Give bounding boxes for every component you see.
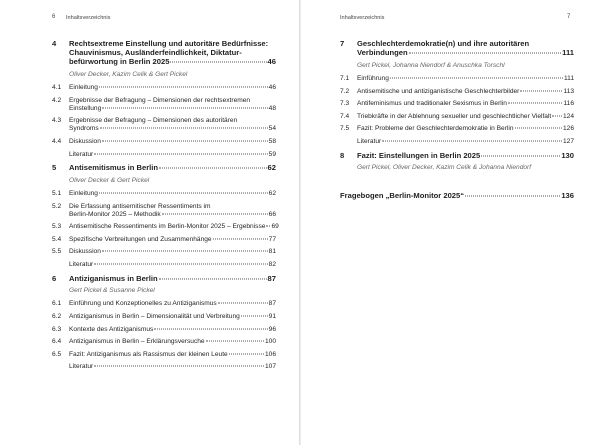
toc-section-entry bbox=[340, 138, 574, 146]
toc-spacer bbox=[340, 177, 574, 189]
toc-title-text: Kontexte des Antiziganismus bbox=[69, 325, 154, 333]
toc-entry-title bbox=[69, 163, 276, 172]
toc-page-number: 100 bbox=[264, 338, 276, 346]
toc-entry-title bbox=[357, 39, 574, 57]
toc-title-line bbox=[340, 191, 574, 200]
toc-entry-number: 8 bbox=[340, 150, 345, 160]
toc-entry-title bbox=[69, 223, 279, 231]
toc-page-number: 136 bbox=[561, 191, 574, 201]
toc-title-line bbox=[69, 138, 276, 146]
toc-title-text: Fazit: Antiziganismus als Rassismus der kleinen Leute bbox=[69, 350, 228, 358]
toc-title-line bbox=[357, 100, 574, 108]
toc-section-entry bbox=[52, 363, 276, 371]
toc-entry-title bbox=[357, 125, 574, 133]
toc-title-text: Fazit: Einstellungen in Berlin 2025 bbox=[357, 150, 481, 160]
toc-authors: Oliver Decker, Kazim Celik & Gert Pickel bbox=[69, 71, 188, 79]
toc-dot-leader bbox=[520, 90, 562, 91]
toc-entry-title bbox=[69, 39, 276, 67]
toc-title-line bbox=[69, 261, 276, 269]
toc-authors: Gert Pickel, Johanna Niendorf & Anuschka Torschl bbox=[357, 62, 505, 69]
toc-section-entry bbox=[52, 223, 279, 231]
toc-entry-title bbox=[357, 75, 574, 83]
toc-section-entry bbox=[52, 203, 276, 219]
toc-title-line: Ergebnisse der Befragung – Dimensionen des autoritären bbox=[69, 117, 238, 125]
toc-dot-leader bbox=[206, 341, 264, 342]
toc-entry-title bbox=[69, 203, 276, 219]
toc-page-number: 111 bbox=[563, 75, 574, 82]
toc-title-line bbox=[357, 75, 574, 83]
toc-dot-leader bbox=[94, 366, 264, 367]
toc-section-entry bbox=[340, 100, 574, 108]
toc-dot-leader bbox=[552, 115, 562, 116]
toc-title-text: Diskussion bbox=[69, 137, 101, 145]
toc-page-number: 87 bbox=[268, 300, 276, 308]
toc-dot-leader bbox=[409, 53, 562, 54]
toc-page-number: 91 bbox=[268, 312, 276, 320]
toc-section-entry bbox=[52, 190, 276, 198]
toc-chapter-entry bbox=[52, 163, 276, 172]
toc-page-number: 62 bbox=[267, 163, 276, 173]
toc-title-line bbox=[69, 363, 276, 371]
toc-page-number: 62 bbox=[268, 189, 276, 197]
toc-title-line bbox=[69, 351, 276, 359]
toc-entry-title bbox=[69, 151, 276, 159]
toc-entry-title bbox=[69, 363, 276, 371]
toc-dot-leader bbox=[154, 328, 267, 329]
toc-title-line bbox=[69, 163, 276, 172]
toc-authors: Oliver Decker & Gert Pickel bbox=[69, 176, 150, 184]
toc-list bbox=[52, 37, 279, 376]
toc-title-text: Antisemitismus in Berlin bbox=[69, 163, 159, 173]
toc-entry-title bbox=[357, 151, 574, 160]
toc-section-entry bbox=[52, 338, 276, 346]
toc-entry-number: 5.1 bbox=[52, 189, 62, 197]
toc-dot-leader bbox=[266, 226, 270, 227]
page-number: 6 bbox=[52, 14, 56, 20]
toc-section-entry bbox=[52, 138, 276, 146]
toc-page-number: 59 bbox=[268, 150, 276, 158]
toc-authors: Gert Pickel, Oliver Decker, Kazim Celik & Johanna Niendorf bbox=[357, 164, 532, 172]
toc-dot-leader bbox=[102, 107, 267, 108]
toc-title-line bbox=[69, 313, 276, 321]
toc-dot-leader bbox=[162, 213, 268, 214]
toc-page-number: 127 bbox=[562, 137, 574, 145]
toc-title-line bbox=[69, 190, 276, 198]
toc-chapter-entry bbox=[52, 274, 276, 283]
left-page bbox=[0, 0, 299, 445]
toc-dot-leader bbox=[100, 128, 268, 129]
toc-title-text: Spezifische Verbreitungen und Zusammenhänge bbox=[69, 235, 212, 243]
toc-dot-leader bbox=[159, 168, 267, 169]
toc-section-entry bbox=[52, 313, 276, 321]
toc-entry-title bbox=[357, 138, 574, 146]
toc-list bbox=[340, 37, 574, 205]
toc-page-number: 48 bbox=[268, 104, 276, 112]
toc-entry-number: 4 bbox=[52, 39, 57, 48]
toc-entry-number: 5 bbox=[52, 163, 57, 173]
toc-title-text: Einleitung bbox=[69, 189, 98, 197]
toc-section-entry bbox=[52, 117, 276, 133]
toc-title-line bbox=[69, 236, 276, 244]
toc-entry-title bbox=[69, 261, 276, 269]
toc-dot-leader bbox=[481, 155, 560, 156]
toc-title-line bbox=[69, 105, 276, 113]
toc-page-number: 81 bbox=[268, 248, 276, 256]
toc-entry-title bbox=[69, 326, 276, 334]
toc-entry-title bbox=[357, 88, 574, 96]
toc-page-number: 116 bbox=[563, 100, 574, 108]
toc-entry-number: 6.2 bbox=[52, 312, 62, 320]
toc-section-entry bbox=[52, 84, 276, 92]
toc-entry-title bbox=[69, 97, 276, 113]
toc-entry-title bbox=[69, 236, 276, 244]
toc-dot-leader bbox=[99, 192, 268, 193]
toc-page-number: 69 bbox=[271, 223, 279, 231]
toc-chapter-entry bbox=[340, 39, 574, 57]
toc-title-text: Literatur bbox=[69, 150, 94, 158]
toc-section-entry bbox=[340, 113, 574, 121]
toc-title-text: Antifeminismus und traditionaler Sexismus in Berlin bbox=[357, 100, 507, 108]
toc-authors: Gert Pickel & Susanne Pickel bbox=[69, 287, 155, 295]
toc-chapter-entry bbox=[52, 39, 276, 67]
toc-section-entry bbox=[52, 300, 276, 308]
toc-title-line bbox=[69, 326, 276, 334]
toc-entry-title bbox=[69, 313, 276, 321]
toc-dot-leader bbox=[508, 103, 563, 104]
toc-entry-title bbox=[357, 113, 574, 121]
toc-dot-leader bbox=[218, 303, 268, 304]
toc-title-text: Literatur bbox=[69, 363, 94, 371]
toc-title-text: Fragebogen „Berlin-Monitor 2025“ bbox=[340, 191, 465, 201]
toc-entry-title bbox=[357, 100, 574, 108]
toc-page-number: 126 bbox=[562, 125, 574, 133]
toc-section-entry bbox=[340, 125, 574, 133]
toc-dot-leader bbox=[241, 315, 268, 316]
toc-entry-title bbox=[69, 138, 276, 146]
toc-page-number: 46 bbox=[268, 84, 276, 92]
toc-title-line bbox=[357, 151, 574, 160]
toc-section-entry bbox=[52, 248, 276, 256]
toc-title-text: Diskussion bbox=[69, 248, 101, 256]
toc-title-line bbox=[69, 274, 276, 283]
toc-title-text: befürwortung in Berlin 2025 bbox=[69, 57, 170, 67]
toc-entry-number: 6.3 bbox=[52, 325, 62, 333]
toc-title-text: Literatur bbox=[69, 260, 94, 268]
toc-entry-number: 5.5 bbox=[52, 248, 62, 256]
toc-title-text: Antiziganismus in Berlin bbox=[69, 273, 158, 283]
toc-entry-number: 6 bbox=[52, 273, 57, 283]
toc-section-entry bbox=[52, 351, 276, 359]
toc-title-text: Literatur bbox=[357, 137, 382, 145]
toc-title-line bbox=[69, 223, 279, 231]
toc-page-number: 87 bbox=[267, 273, 276, 283]
toc-entry-title bbox=[69, 248, 276, 256]
toc-dot-leader bbox=[229, 353, 264, 354]
toc-entry-number: 4.1 bbox=[52, 84, 62, 92]
toc-page-number: 82 bbox=[268, 260, 276, 268]
toc-title-line bbox=[69, 57, 276, 66]
toc-page-number: 130 bbox=[561, 150, 574, 160]
toc-entry-number: 4.2 bbox=[52, 96, 62, 104]
toc-section-entry bbox=[340, 75, 574, 83]
toc-title-line bbox=[69, 125, 276, 133]
toc-page-number: 124 bbox=[562, 112, 574, 120]
toc-entry-number: 5.3 bbox=[52, 223, 62, 231]
toc-dot-leader bbox=[94, 263, 267, 264]
toc-title-line: Die Erfassung antisemitischer Ressentiments im bbox=[69, 202, 211, 210]
toc-entry-number: 4.3 bbox=[52, 117, 62, 125]
toc-entry-number: 5.2 bbox=[52, 202, 62, 210]
toc-entry-number: 5.4 bbox=[52, 235, 62, 243]
toc-page-number: 107 bbox=[264, 363, 276, 371]
toc-dot-leader bbox=[99, 87, 268, 88]
toc-title-line: Rechtsextreme Einstellung und autoritäre Bedürfnisse: bbox=[69, 39, 269, 48]
toc-title-line bbox=[357, 138, 574, 146]
toc-page-number: 113 bbox=[563, 87, 574, 95]
toc-dot-leader bbox=[382, 140, 562, 141]
toc-title-line: Geschlechterdemokratie(n) und ihre autoritären bbox=[357, 39, 530, 48]
toc-page-number: 66 bbox=[268, 210, 276, 218]
toc-title-text: Einleitung bbox=[69, 84, 98, 92]
toc-title-text: Verbindungen bbox=[357, 48, 408, 58]
toc-title-line bbox=[69, 300, 276, 308]
toc-section-entry bbox=[52, 236, 276, 244]
toc-title-text: Fazit: Probleme der Geschlechterdemokratie in Berlin bbox=[357, 125, 514, 133]
toc-entry-number: 7.5 bbox=[340, 125, 350, 133]
toc-title-text: Einführung bbox=[357, 75, 389, 82]
toc-entry-number: 4.4 bbox=[52, 137, 62, 145]
toc-entry-number: 6.1 bbox=[52, 300, 62, 308]
toc-section-entry bbox=[52, 261, 276, 269]
page-number: 7 bbox=[567, 14, 571, 20]
right-page bbox=[301, 0, 600, 445]
toc-entry-title bbox=[69, 351, 276, 359]
toc-title-line bbox=[69, 84, 276, 92]
toc-dot-leader bbox=[213, 238, 268, 239]
toc-page-number: 58 bbox=[268, 137, 276, 145]
toc-title-line bbox=[69, 151, 276, 159]
toc-title-line bbox=[69, 211, 276, 219]
toc-entry-number: 6.5 bbox=[52, 350, 62, 358]
toc-dot-leader bbox=[102, 251, 268, 252]
toc-title-text: Antisemitische und antiziganistische Geschlechterbilder bbox=[357, 87, 520, 95]
running-head: Inhaltsverzeichnis bbox=[66, 15, 111, 21]
toc-dot-leader bbox=[102, 140, 268, 141]
toc-entry-number: 7 bbox=[340, 39, 345, 48]
toc-entry-title bbox=[69, 338, 276, 346]
toc-title-text: Antiziganismus in Berlin – Dimensionalität und Verbreitung bbox=[69, 312, 240, 320]
toc-title-text: Antisemitische Ressentiments im Berlin-Monitor 2025 – Ergebnisse bbox=[69, 223, 266, 231]
toc-title-text: Antiziganismus in Berlin – Erklärungsversuche bbox=[69, 338, 205, 346]
toc-page-number: 111 bbox=[562, 48, 574, 58]
toc-title-line bbox=[357, 113, 574, 121]
toc-entry-title bbox=[69, 300, 276, 308]
toc-page-number: 96 bbox=[268, 325, 276, 333]
toc-section-entry bbox=[52, 326, 276, 334]
toc-page-number: 46 bbox=[267, 57, 276, 67]
toc-title-line: Ergebnisse der Befragung – Dimensionen der rechtsextremen bbox=[69, 96, 251, 104]
toc-title-line bbox=[69, 248, 276, 256]
toc-section-entry bbox=[52, 151, 276, 159]
toc-title-text: Einführung und Konzeptionelles zu Antiziganismus bbox=[69, 300, 217, 308]
toc-dot-leader bbox=[515, 128, 562, 129]
toc-entry-title bbox=[69, 190, 276, 198]
toc-entry-number: 6.4 bbox=[52, 338, 62, 346]
toc-page-number: 54 bbox=[268, 125, 276, 133]
toc-section-entry bbox=[340, 88, 574, 96]
toc-chapter-entry bbox=[340, 191, 574, 200]
toc-entry-title bbox=[69, 117, 276, 133]
toc-entry-title bbox=[69, 84, 276, 92]
toc-page-number: 106 bbox=[264, 350, 276, 358]
toc-dot-leader bbox=[390, 78, 563, 79]
toc-entry-number: 7.1 bbox=[340, 75, 350, 82]
toc-title-line: Chauvinismus, Ausländerfeindlichkeit, Diktatur- bbox=[69, 48, 242, 58]
toc-title-text: Einstellung bbox=[69, 104, 102, 112]
toc-entry-number: 7.3 bbox=[340, 100, 350, 108]
toc-title-line bbox=[357, 48, 574, 57]
toc-chapter-entry bbox=[340, 151, 574, 160]
toc-entry-number: 7.2 bbox=[340, 87, 350, 95]
toc-dot-leader bbox=[465, 196, 560, 197]
toc-entry-title bbox=[340, 191, 574, 200]
toc-section-entry bbox=[52, 97, 276, 113]
toc-title-text: Berlin-Monitor 2025 – Methodik bbox=[69, 210, 161, 218]
toc-title-text: Triebkräfte in der Ablehnung sexueller und geschlechtlicher Vielfalt bbox=[357, 112, 552, 120]
toc-entry-number: 7.4 bbox=[340, 112, 350, 120]
toc-title-line bbox=[357, 125, 574, 133]
toc-title-text: Syndroms bbox=[69, 125, 99, 133]
toc-dot-leader bbox=[170, 62, 266, 63]
running-head: Inhaltsverzeichnis bbox=[340, 15, 385, 21]
toc-page-number: 77 bbox=[268, 235, 276, 243]
toc-dot-leader bbox=[94, 153, 267, 154]
toc-title-line bbox=[357, 88, 574, 96]
toc-entry-title bbox=[69, 274, 276, 283]
toc-title-line bbox=[69, 338, 276, 346]
toc-dot-leader bbox=[159, 278, 267, 279]
